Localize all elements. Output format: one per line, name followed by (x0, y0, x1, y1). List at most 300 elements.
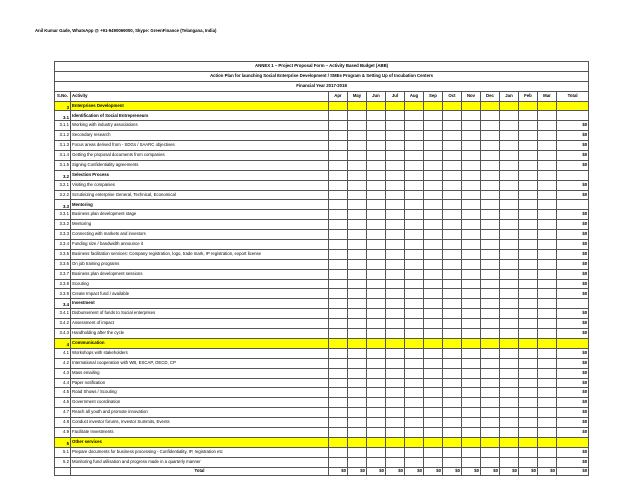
month-cell (462, 240, 481, 250)
row-total-cell: $0 (557, 329, 589, 339)
month-cell (405, 418, 424, 428)
month-cell (443, 259, 462, 269)
sno-cell: 5.1 (55, 447, 71, 457)
month-cell (405, 368, 424, 378)
month-cell (386, 200, 405, 210)
activity-row (55, 220, 589, 230)
sno-cell: 3.1.2 (55, 131, 71, 141)
month-cell (538, 121, 557, 131)
activity-cell: Funding size / bandwidth announce it (71, 240, 329, 250)
sno-cell: 3.3.7 (55, 269, 71, 279)
activity-cell: Getting the proposal documents from companies (71, 151, 329, 161)
grand-total-row (55, 467, 589, 475)
month-cell (538, 437, 557, 447)
month-cell (500, 160, 519, 170)
month-cell (386, 358, 405, 368)
month-cell (424, 398, 443, 408)
month-cell (424, 309, 443, 319)
row-total-cell: $0 (557, 131, 589, 141)
financial-year-row (55, 81, 589, 91)
month-cell (538, 427, 557, 437)
month-cell (405, 378, 424, 388)
month-cell (538, 418, 557, 428)
month-cell (367, 269, 386, 279)
row-total-cell: $0 (557, 358, 589, 368)
sheet-title: ANNEX 1 – Project Proposal Form – Activity Based Budget (ABB) (55, 62, 589, 72)
month-cell (538, 111, 557, 121)
section-row (55, 111, 589, 121)
row-total-cell: $0 (557, 289, 589, 299)
activity-cell: Prepare documents for business processing - Confidentiality, IP, registration etc (71, 447, 329, 457)
month-cell (329, 249, 348, 259)
month-cell (443, 358, 462, 368)
row-total-cell: $0 (557, 259, 589, 269)
month-cell (443, 230, 462, 240)
month-cell (538, 299, 557, 309)
month-cell (386, 427, 405, 437)
sno-cell: 3.4.1 (55, 309, 71, 319)
month-cell (329, 388, 348, 398)
month-cell (367, 279, 386, 289)
month-cell (500, 101, 519, 111)
month-cell (367, 299, 386, 309)
month-cell (386, 398, 405, 408)
row-total-cell: $0 (557, 269, 589, 279)
month-cell (500, 259, 519, 269)
activity-row (55, 368, 589, 378)
activity-cell: Government coordination (71, 398, 329, 408)
month-cell (386, 388, 405, 398)
month-cell (500, 180, 519, 190)
month-cell (500, 170, 519, 180)
month-cell (500, 111, 519, 121)
month-cell (348, 151, 367, 161)
month-cell (500, 358, 519, 368)
month-cell (462, 170, 481, 180)
activity-row (55, 358, 589, 368)
month-cell (500, 289, 519, 299)
activity-row (55, 279, 589, 289)
month-cell (538, 160, 557, 170)
month-cell (424, 329, 443, 339)
month-cell (443, 338, 462, 348)
col-header-month: Aug (405, 91, 424, 101)
month-cell (367, 368, 386, 378)
month-cell (367, 338, 386, 348)
month-cell (462, 151, 481, 161)
month-cell (481, 447, 500, 457)
activity-cell: International cooperation with WB, ESCAP, OECD, CP (71, 358, 329, 368)
month-cell (462, 338, 481, 348)
month-cell (367, 151, 386, 161)
month-cell (386, 170, 405, 180)
month-cell (481, 160, 500, 170)
month-cell (538, 408, 557, 418)
activity-cell: Business plan development stage (71, 210, 329, 220)
month-cell (538, 378, 557, 388)
month-cell (519, 378, 538, 388)
month-cell (462, 427, 481, 437)
month-cell (481, 240, 500, 250)
month-cell (424, 151, 443, 161)
month-cell (386, 269, 405, 279)
month-cell (348, 200, 367, 210)
section-row (55, 437, 589, 447)
month-cell (329, 289, 348, 299)
month-cell (386, 101, 405, 111)
section-row (55, 299, 589, 309)
month-cell (367, 220, 386, 230)
month-cell (462, 398, 481, 408)
month-cell (329, 190, 348, 200)
month-cell (443, 210, 462, 220)
month-cell (329, 151, 348, 161)
month-cell (500, 348, 519, 358)
month-cell (405, 160, 424, 170)
month-cell (481, 338, 500, 348)
sheet-title-row (55, 62, 589, 72)
month-cell (386, 210, 405, 220)
activity-cell: Identification of Social Entrepreneurs (71, 111, 329, 121)
month-cell (367, 249, 386, 259)
month-cell (519, 269, 538, 279)
month-cell (329, 259, 348, 269)
month-cell (481, 378, 500, 388)
row-total-cell: $0 (557, 348, 589, 358)
month-cell (519, 131, 538, 141)
month-cell (481, 170, 500, 180)
month-cell (405, 151, 424, 161)
month-cell (386, 190, 405, 200)
grand-total-month: $0 (462, 467, 481, 475)
month-cell (348, 220, 367, 230)
month-cell (481, 249, 500, 259)
col-header-total: Total (557, 91, 589, 101)
activity-row (55, 289, 589, 299)
month-cell (367, 437, 386, 447)
month-cell (519, 111, 538, 121)
month-cell (443, 348, 462, 358)
activity-row (55, 427, 589, 437)
month-cell (538, 368, 557, 378)
month-cell (348, 427, 367, 437)
row-total-cell: $0 (557, 418, 589, 428)
month-cell (329, 447, 348, 457)
month-cell (462, 348, 481, 358)
month-cell (367, 240, 386, 250)
grand-total-month: $0 (386, 467, 405, 475)
month-cell (443, 111, 462, 121)
activity-cell: On job training programs (71, 259, 329, 269)
month-cell (500, 378, 519, 388)
month-cell (538, 358, 557, 368)
row-total-cell: $0 (557, 249, 589, 259)
month-cell (481, 348, 500, 358)
month-cell (329, 210, 348, 220)
month-cell (443, 121, 462, 131)
row-total-cell (557, 111, 589, 121)
month-cell (348, 121, 367, 131)
activity-cell: Workshops with stakeholders (71, 348, 329, 358)
activity-cell: Visiting the companies (71, 180, 329, 190)
activity-cell: Create Impact fund / available (71, 289, 329, 299)
activity-cell: Monitoring fund utilisation and progress made in a quarterly manner (71, 457, 329, 467)
activity-cell: Reach all youth and promote innovation (71, 408, 329, 418)
grand-total-month: $0 (481, 467, 500, 475)
row-total-cell: $0 (557, 210, 589, 220)
month-cell (424, 111, 443, 121)
month-cell (405, 190, 424, 200)
sno-cell: 3.4.2 (55, 319, 71, 329)
month-cell (424, 319, 443, 329)
sno-cell: 5.2 (55, 457, 71, 467)
month-cell (519, 180, 538, 190)
budget-sheet (54, 61, 589, 476)
month-cell (538, 190, 557, 200)
month-cell (538, 259, 557, 269)
grand-total-month: $0 (405, 467, 424, 475)
activity-row (55, 259, 589, 269)
month-cell (443, 289, 462, 299)
month-cell (367, 378, 386, 388)
activity-row (55, 160, 589, 170)
month-cell (405, 170, 424, 180)
activity-row (55, 249, 589, 259)
col-header-month: Jun (367, 91, 386, 101)
row-total-cell: $0 (557, 121, 589, 131)
month-cell (481, 398, 500, 408)
activity-row (55, 447, 589, 457)
month-cell (424, 160, 443, 170)
sno-cell: 3.1.5 (55, 160, 71, 170)
month-cell (424, 378, 443, 388)
row-total-cell: $0 (557, 190, 589, 200)
sno-cell: 4.7 (55, 408, 71, 418)
grand-total-month: $0 (538, 467, 557, 475)
row-total-cell: $0 (557, 368, 589, 378)
row-total-cell: $0 (557, 427, 589, 437)
sno-cell: 3.2 (55, 170, 71, 180)
month-cell (405, 180, 424, 190)
activity-cell: Investment (71, 299, 329, 309)
month-cell (443, 427, 462, 437)
sno-cell: 3.1 (55, 111, 71, 121)
month-cell (386, 378, 405, 388)
month-cell (500, 249, 519, 259)
month-cell (348, 180, 367, 190)
month-cell (405, 269, 424, 279)
month-cell (405, 121, 424, 131)
month-cell (462, 309, 481, 319)
month-cell (519, 437, 538, 447)
activity-cell: Disbursement of funds to Social enterprises (71, 309, 329, 319)
month-cell (367, 289, 386, 299)
month-cell (329, 329, 348, 339)
month-cell (519, 240, 538, 250)
month-cell (500, 338, 519, 348)
month-cell (519, 151, 538, 161)
month-cell (443, 309, 462, 319)
month-cell (386, 309, 405, 319)
month-cell (443, 408, 462, 418)
month-cell (462, 279, 481, 289)
month-cell (519, 457, 538, 467)
month-cell (405, 348, 424, 358)
month-cell (424, 180, 443, 190)
month-cell (481, 368, 500, 378)
month-cell (538, 210, 557, 220)
sno-cell: 3.3.5 (55, 249, 71, 259)
month-cell (500, 121, 519, 131)
month-cell (386, 348, 405, 358)
month-cell (367, 101, 386, 111)
month-cell (329, 269, 348, 279)
month-cell (500, 269, 519, 279)
month-cell (367, 329, 386, 339)
month-cell (519, 358, 538, 368)
month-cell (500, 388, 519, 398)
month-cell (367, 131, 386, 141)
month-cell (329, 160, 348, 170)
month-cell (348, 131, 367, 141)
month-cell (424, 240, 443, 250)
grand-total-month: $0 (519, 467, 538, 475)
month-cell (367, 457, 386, 467)
activity-cell: Signing Confidentiality agreements (71, 160, 329, 170)
activity-row (55, 398, 589, 408)
month-cell (386, 220, 405, 230)
month-cell (424, 457, 443, 467)
month-cell (367, 418, 386, 428)
activity-cell: Enterprises Development (71, 101, 329, 111)
activity-row (55, 240, 589, 250)
activity-row (55, 329, 589, 339)
month-cell (462, 141, 481, 151)
month-cell (329, 418, 348, 428)
month-cell (329, 378, 348, 388)
activity-cell: Road Shows / Scouting (71, 388, 329, 398)
month-cell (405, 200, 424, 210)
month-cell (424, 170, 443, 180)
activity-row (55, 378, 589, 388)
month-cell (405, 447, 424, 457)
activity-row (55, 269, 589, 279)
month-cell (405, 437, 424, 447)
month-cell (405, 398, 424, 408)
month-cell (481, 437, 500, 447)
month-cell (481, 408, 500, 418)
month-cell (500, 368, 519, 378)
month-cell (462, 289, 481, 299)
row-total-cell: $0 (557, 398, 589, 408)
month-cell (329, 309, 348, 319)
month-cell (538, 141, 557, 151)
column-header-row (55, 91, 589, 101)
month-cell (443, 180, 462, 190)
month-cell (481, 230, 500, 240)
month-cell (519, 398, 538, 408)
month-cell (462, 408, 481, 418)
month-cell (348, 447, 367, 457)
month-cell (462, 329, 481, 339)
month-cell (462, 418, 481, 428)
sno-cell: 4.4 (55, 378, 71, 388)
month-cell (367, 160, 386, 170)
grand-total-month: $0 (329, 467, 348, 475)
month-cell (519, 447, 538, 457)
month-cell (519, 101, 538, 111)
month-cell (519, 190, 538, 200)
month-cell (462, 319, 481, 329)
month-cell (538, 338, 557, 348)
row-total-cell (557, 437, 589, 447)
row-total-cell (557, 101, 589, 111)
month-cell (367, 309, 386, 319)
sno-cell: 3.3.3 (55, 230, 71, 240)
row-total-cell: $0 (557, 141, 589, 151)
month-cell (462, 457, 481, 467)
section-row (55, 101, 589, 111)
activity-row (55, 418, 589, 428)
month-cell (386, 111, 405, 121)
col-header-month: Feb (519, 91, 538, 101)
sno-cell: 3 (55, 101, 71, 111)
month-cell (443, 200, 462, 210)
author-contact-line: Anil Kumar Gade, WhatsApp @ +91-9490069000, Skype: GreenFinance (Telangana, India) (35, 28, 217, 33)
month-cell (500, 437, 519, 447)
activity-cell: Scrutinizing enterprise General, Technical, Economical (71, 190, 329, 200)
month-cell (348, 309, 367, 319)
month-cell (519, 160, 538, 170)
month-cell (367, 200, 386, 210)
month-cell (367, 319, 386, 329)
section-row (55, 338, 589, 348)
month-cell (500, 309, 519, 319)
month-cell (405, 299, 424, 309)
sno-cell: 3.3.2 (55, 220, 71, 230)
row-total-cell: $0 (557, 160, 589, 170)
row-total-cell: $0 (557, 319, 589, 329)
month-cell (367, 259, 386, 269)
month-cell (405, 131, 424, 141)
month-cell (367, 111, 386, 121)
month-cell (367, 408, 386, 418)
month-cell (424, 131, 443, 141)
month-cell (443, 240, 462, 250)
month-cell (348, 348, 367, 358)
sno-cell: 3.1.3 (55, 141, 71, 151)
row-total-cell: $0 (557, 240, 589, 250)
month-cell (386, 319, 405, 329)
month-cell (443, 101, 462, 111)
month-cell (424, 418, 443, 428)
grand-total-label: Total (71, 467, 329, 475)
sno-cell: 3.2.1 (55, 180, 71, 190)
month-cell (538, 151, 557, 161)
month-cell (443, 418, 462, 428)
month-cell (386, 329, 405, 339)
month-cell (443, 170, 462, 180)
month-cell (424, 121, 443, 131)
month-cell (367, 398, 386, 408)
month-cell (538, 309, 557, 319)
activity-cell: Connecting with markets and investors (71, 230, 329, 240)
month-cell (367, 141, 386, 151)
col-header-month: Nov (462, 91, 481, 101)
month-cell (367, 348, 386, 358)
sno-cell: 4.2 (55, 358, 71, 368)
month-cell (519, 427, 538, 437)
